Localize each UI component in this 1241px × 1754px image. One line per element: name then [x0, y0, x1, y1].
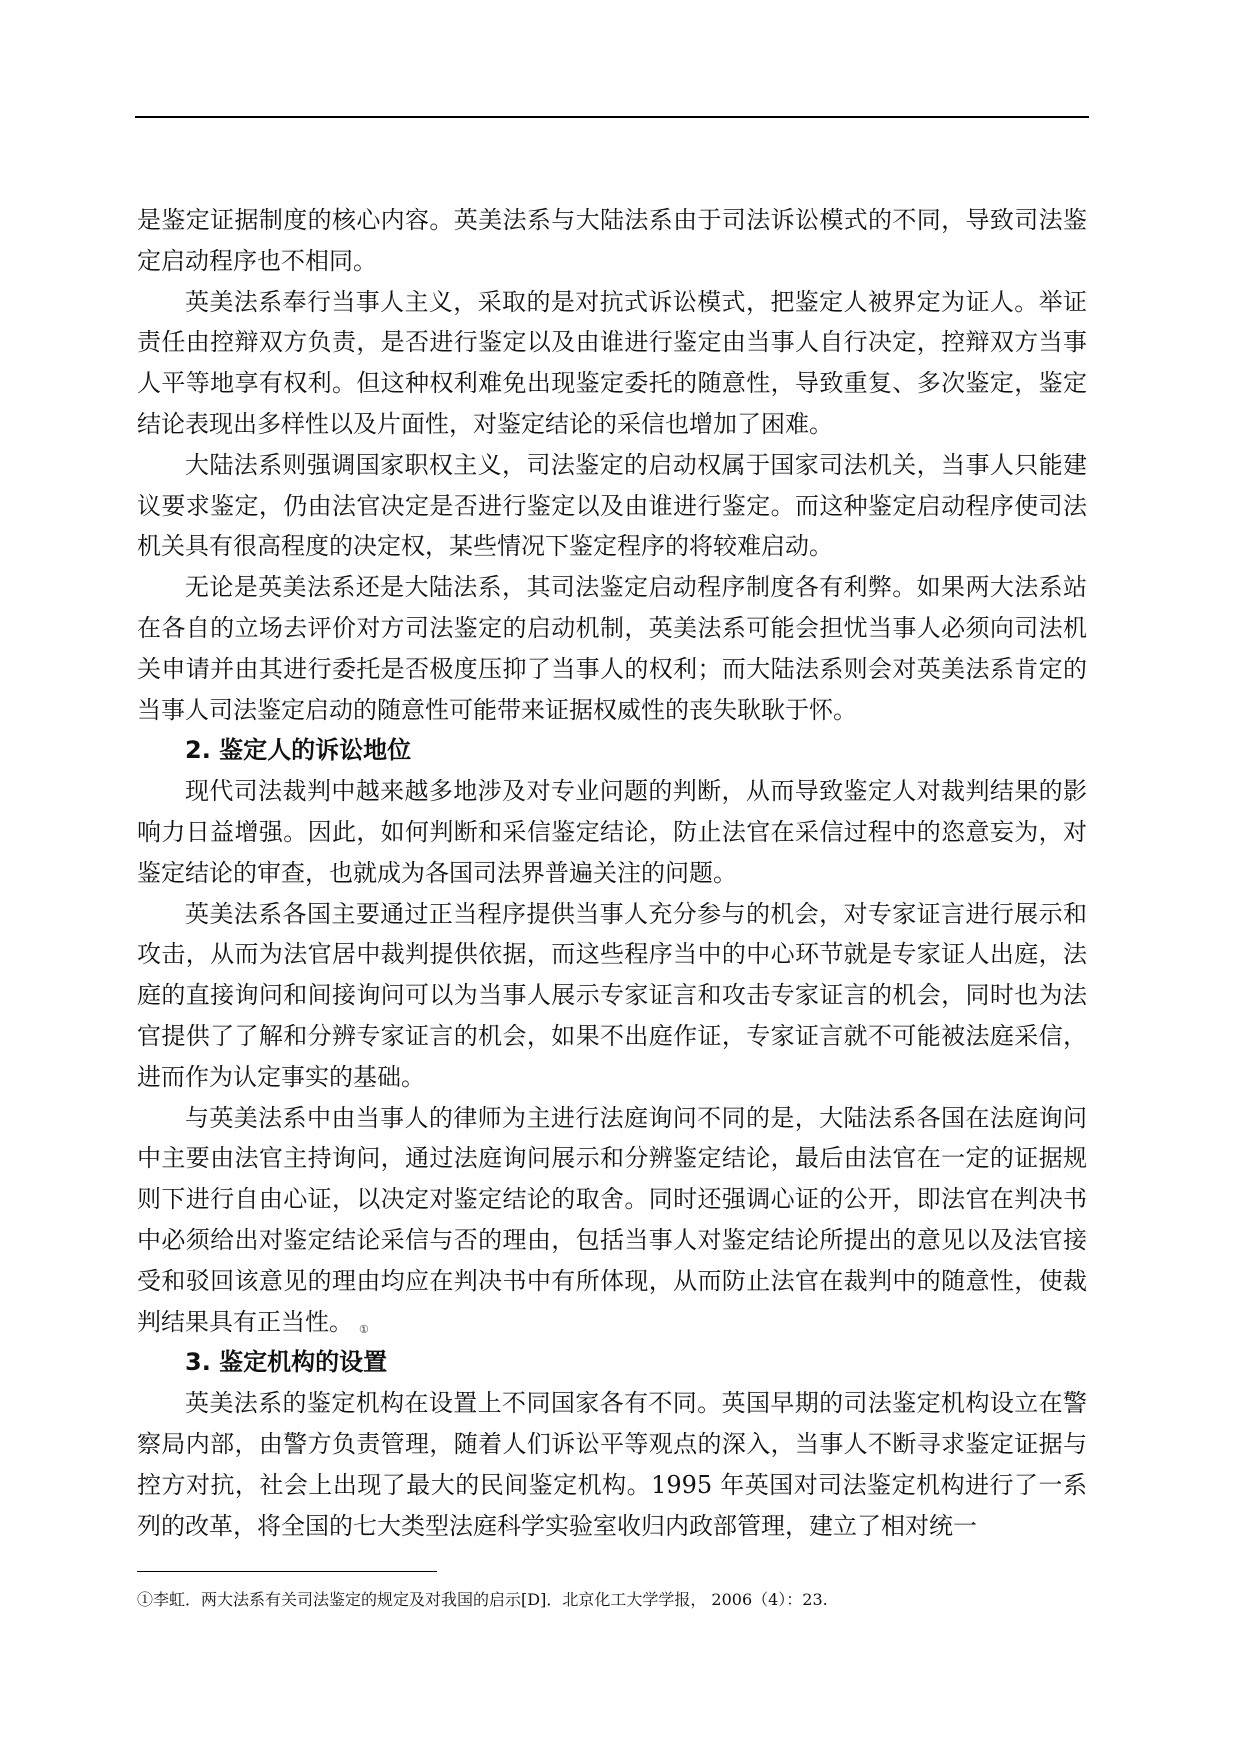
paragraph: 英美法系各国主要通过正当程序提供当事人充分参与的机会，对专家证言进行展示和攻击，从而为法官居中裁判提供依据，而这些程序当中的中心环节就是专家证人出庭，法庭的直接询问和间接询问可以为当事人展示专家证言和攻击专家证言的机会，同时也为法官提供了了解和分辨专家证言的机会，如果不出庭作证，专家证言就不可能被法庭采信，进而作为认定事实的基础。 — [137, 899, 1087, 1091]
section-heading: 2. 鉴定人的诉讼地位 — [185, 736, 412, 765]
body-text — [137, 200, 1087, 1546]
footnote-rule — [137, 1571, 437, 1572]
footnote-reference: ① — [359, 1322, 369, 1336]
footnote: ①李虹．两大法系有关司法鉴定的规定及对我国的启示[D]．北京化工大学学报， 2006（4）：23. — [137, 1590, 828, 1609]
paragraph: 是鉴定证据制度的核心内容。英美法系与大陆法系由于司法诉讼模式的不同，导致司法鉴定启动程序也不相同。 — [137, 206, 1087, 275]
section-heading: 3. 鉴定机构的设置 — [185, 1348, 388, 1377]
paragraph: 英美法系奉行当事人主义，采取的是对抗式诉讼模式，把鉴定人被界定为证人。举证责任由控辩双方负责，是否进行鉴定以及由谁进行鉴定由当事人自行决定，控辩双方当事人平等地享有权利。但这种权利难免出现鉴定委托的随意性，导致重复、多次鉴定，鉴定结论表现出多样性以及片面性，对鉴定结论的采信也增加了困难。 — [137, 287, 1087, 438]
paragraph: 大陆法系则强调国家职权主义，司法鉴定的启动权属于国家司法机关，当事人只能建议要求鉴定，仍由法官决定是否进行鉴定以及由谁进行鉴定。而这种鉴定启动程序使司法机关具有很高程度的决定权，某些情况下鉴定程序的将较难启动。 — [137, 450, 1087, 561]
header-rule — [135, 116, 1089, 118]
paragraph — [137, 1098, 1087, 1343]
paragraph: 英美法系的鉴定机构在设置上不同国家各有不同。英国早期的司法鉴定机构设立在警察局内部，由警方负责管理，随着人们诉讼平等观点的深入，当事人不断寻求鉴定证据与控方对抗，社会上出现了最大的民间鉴定机构。1995 年英国对司法鉴定机构进行了一系列的改革，将全国的七大类型法庭科学实验室收归内政部管理，建立了相对统一 — [137, 1389, 1087, 1540]
paragraph-text: 与英美法系中由当事人的律师为主进行法庭询问不同的是，大陆法系各国在法庭询问中主要由法官主持询问，通过法庭询问展示和分辨鉴定结论，最后由法官在一定的证据规则下进行自由心证，以决定对鉴定结论的取舍。同时还强调心证的公开，即法官在判决书中必须给出对鉴定结论采信与否的理由，包括当事人对鉴定结论所提出的意见以及法官接受和驳回该意见的理由均应在判决书中有所体现，从而防止法官在裁判中的随意性，使裁判结果具有正当性。 — [137, 1103, 1087, 1336]
paragraph: 无论是英美法系还是大陆法系，其司法鉴定启动程序制度各有利弊。如果两大法系站在各自的立场去评价对方司法鉴定的启动机制，英美法系可能会担忧当事人必须向司法机关申请并由其进行委托是否极度压抑了当事人的权利；而大陆法系则会对英美法系肯定的当事人司法鉴定启动的随意性可能带来证据权威性的丧失耿耿于怀。 — [137, 573, 1087, 724]
paragraph: 现代司法裁判中越来越多地涉及对专业问题的判断，从而导致鉴定人对裁判结果的影响力日益增强。因此，如何判断和采信鉴定结论，防止法官在采信过程中的恣意妄为，对鉴定结论的审查，也就成为各国司法界普遍关注的问题。 — [137, 777, 1087, 887]
